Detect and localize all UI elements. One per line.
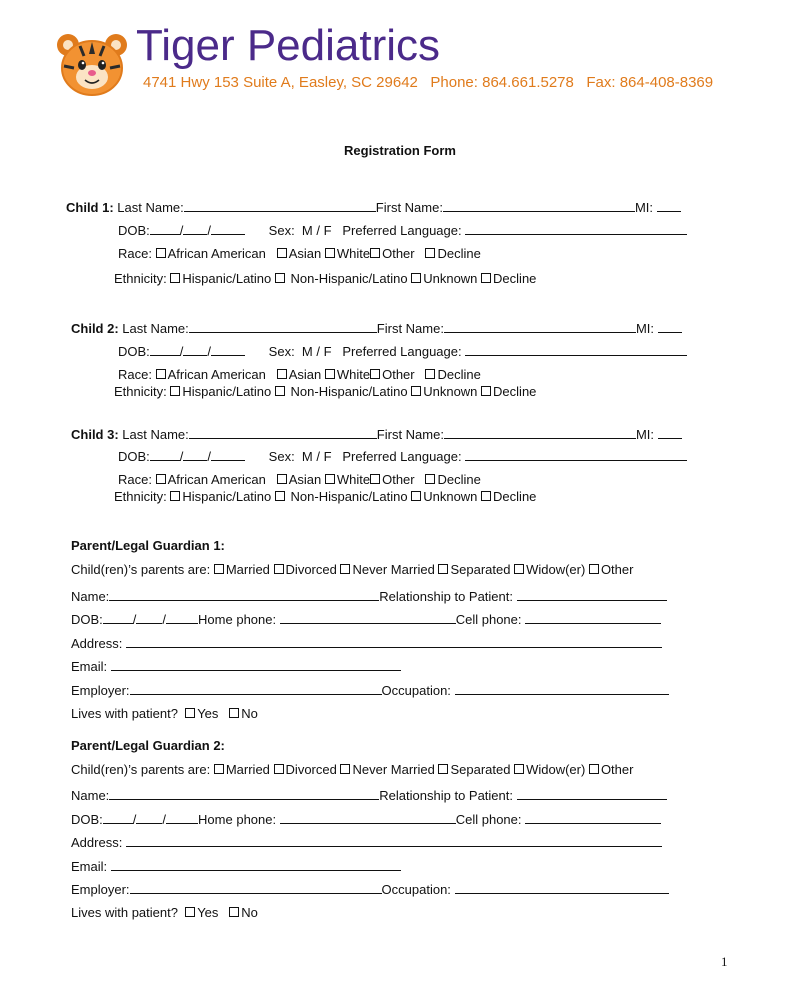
relationship-field[interactable] <box>517 787 667 800</box>
brand-name: Tiger Pediatrics <box>136 21 441 70</box>
employer-label: Employer: <box>71 882 130 897</box>
name-field[interactable] <box>109 588 379 601</box>
option-label: Decline <box>493 489 537 504</box>
checkbox-african-american[interactable] <box>156 369 166 379</box>
option-label: Decline <box>437 367 481 382</box>
first-name-field[interactable] <box>443 199 635 212</box>
email-label: Email: <box>71 659 108 674</box>
checkbox-african-american[interactable] <box>156 248 166 258</box>
relationship-field[interactable] <box>517 588 667 601</box>
dob-label: DOB: <box>71 612 103 627</box>
practice-address: 4741 Hwy 153 Suite A, Easley, SC 29642 Phone: 864.661.5278 Fax: 864-408-8369 <box>143 74 714 91</box>
option-label: Hispanic/Latino <box>182 271 272 286</box>
guardian-1-email-row <box>71 658 401 675</box>
checkbox-unknown[interactable] <box>411 491 421 501</box>
mi-field[interactable] <box>658 320 682 333</box>
option-label: Unknown <box>423 489 478 504</box>
dob-year-field[interactable] <box>211 222 245 235</box>
mi-label: MI: <box>634 200 654 215</box>
address-label: Address: <box>71 835 123 850</box>
first-name-label: First Name: <box>375 200 443 215</box>
preferred-language-label: Preferred Language: <box>342 344 462 359</box>
occupation-field[interactable] <box>455 881 669 894</box>
dob-month-field[interactable] <box>150 448 180 461</box>
option-label: Other <box>382 246 415 261</box>
parents-are-label: Child(ren)’s parents are: <box>71 562 211 577</box>
email-field[interactable] <box>111 858 401 871</box>
checkbox-hispanic[interactable] <box>170 386 180 396</box>
child-3-ethnicity-row <box>114 489 536 505</box>
checkbox-decline[interactable] <box>425 369 435 379</box>
child-2-dob-row: DOB: / / Sex: M / F Preferred Language: <box>118 343 687 360</box>
checkbox-other[interactable] <box>370 369 380 379</box>
option-label: Non-Hispanic/Latino <box>290 489 408 504</box>
dob-month-field[interactable] <box>103 611 133 624</box>
name-field[interactable] <box>109 787 379 800</box>
mi-field[interactable] <box>658 426 682 439</box>
guardian-1-name-row <box>71 588 667 605</box>
option-label: Asian <box>288 367 322 382</box>
guardian-2-address-row <box>71 834 662 851</box>
option-label: Hispanic/Latino <box>182 384 272 399</box>
checkbox-white[interactable] <box>325 474 335 484</box>
option-label: Never Married <box>352 562 435 577</box>
tiger-face-icon <box>52 28 132 98</box>
cell-phone-label: Cell phone: <box>455 812 522 827</box>
checkbox-separated[interactable] <box>438 564 448 574</box>
child-1-ethnicity-row <box>114 271 536 287</box>
option-label: Widow(er) <box>526 562 586 577</box>
dob-year-field[interactable] <box>166 611 198 624</box>
checkbox-african-american[interactable] <box>156 474 166 484</box>
option-label: Unknown <box>423 271 478 286</box>
child-2-name-row <box>71 320 682 337</box>
checkbox-decline[interactable] <box>425 248 435 258</box>
guardian-1-employer-row <box>71 682 669 699</box>
checkbox-widower[interactable] <box>514 564 524 574</box>
dob-day-field[interactable] <box>136 811 162 824</box>
preferred-language-label: Preferred Language: <box>342 449 462 464</box>
checkbox-other[interactable] <box>589 764 599 774</box>
checkbox-asian[interactable] <box>277 248 287 258</box>
dob-label: DOB: <box>71 812 103 827</box>
last-name-label: Last Name: <box>117 200 184 215</box>
ethnicity-label: Ethnicity: <box>114 384 167 399</box>
email-field[interactable] <box>111 658 401 671</box>
dob-day-field[interactable] <box>183 222 207 235</box>
option-label: African American <box>167 472 266 487</box>
relationship-label: Relationship to Patient: <box>379 788 513 803</box>
option-label: Yes <box>197 905 219 920</box>
first-name-label: First Name: <box>376 321 444 336</box>
option-label: Decline <box>437 246 481 261</box>
checkbox-non-hispanic[interactable] <box>275 273 285 283</box>
child-1-race-row <box>118 246 481 262</box>
guardian-2-status-row <box>71 762 633 778</box>
guardian-2-email-row <box>71 858 401 875</box>
checkbox-decline[interactable] <box>425 474 435 484</box>
dob-month-field[interactable] <box>150 222 180 235</box>
checkbox-divorced[interactable] <box>274 564 284 574</box>
dob-year-field[interactable] <box>166 811 198 824</box>
option-label: Yes <box>197 706 219 721</box>
checkbox-no[interactable] <box>229 708 239 718</box>
dob-day-field[interactable] <box>183 448 207 461</box>
page-number: 1 <box>721 954 728 969</box>
last-name-field[interactable] <box>189 320 377 333</box>
home-phone-field[interactable] <box>280 611 456 624</box>
dob-label: DOB: <box>118 223 150 238</box>
first-name-label: First Name: <box>376 427 444 442</box>
checkbox-hispanic[interactable] <box>170 491 180 501</box>
option-label: Separated <box>450 762 511 777</box>
preferred-language-label: Preferred Language: <box>342 223 462 238</box>
checkbox-asian[interactable] <box>277 474 287 484</box>
home-phone-label: Home phone: <box>198 812 277 827</box>
address-field[interactable] <box>126 635 662 648</box>
dob-day-field[interactable] <box>183 343 207 356</box>
name-label: Name: <box>71 589 110 604</box>
option-label: Asian <box>288 246 322 261</box>
option-label: African American <box>167 367 266 382</box>
checkbox-non-hispanic[interactable] <box>275 386 285 396</box>
home-phone-label: Home phone: <box>198 612 277 627</box>
option-label: Married <box>225 762 270 777</box>
checkbox-married[interactable] <box>214 564 224 574</box>
option-label: Other <box>600 562 634 577</box>
guardian-1-heading: Parent/Legal Guardian 1: <box>71 538 225 553</box>
checkbox-decline[interactable] <box>481 491 491 501</box>
employer-field[interactable] <box>130 682 382 695</box>
race-label: Race: <box>118 246 152 261</box>
address-field[interactable] <box>126 834 662 847</box>
option-label: Asian <box>288 472 322 487</box>
option-label: White <box>336 472 371 487</box>
relationship-label: Relationship to Patient: <box>379 589 513 604</box>
option-label: Married <box>225 562 270 577</box>
checkbox-decline[interactable] <box>481 273 491 283</box>
child-1-name-row <box>66 199 681 216</box>
occupation-label: Occupation: <box>381 882 451 897</box>
sex-field[interactable]: Sex: M / F <box>268 223 332 238</box>
ethnicity-label: Ethnicity: <box>114 489 167 504</box>
option-label: Non-Hispanic/Latino <box>290 384 408 399</box>
checkbox-other[interactable] <box>370 474 380 484</box>
name-label: Name: <box>71 788 110 803</box>
sex-field[interactable]: Sex: M / F <box>268 344 332 359</box>
checkbox-asian[interactable] <box>277 369 287 379</box>
guardian-2-phone-row: DOB: / / Home phone: Cell phone: <box>71 811 661 828</box>
checkbox-no[interactable] <box>229 907 239 917</box>
email-label: Email: <box>71 859 108 874</box>
option-label: Divorced <box>285 762 337 777</box>
ethnicity-label: Ethnicity: <box>114 271 167 286</box>
last-name-field[interactable] <box>189 426 377 439</box>
dob-day-field[interactable] <box>136 611 162 624</box>
preferred-language-field[interactable] <box>465 222 687 235</box>
sex-field[interactable]: Sex: M / F <box>268 449 332 464</box>
option-label: Decline <box>437 472 481 487</box>
option-label: Hispanic/Latino <box>182 489 272 504</box>
child-1-dob-row: DOB: / / Sex: M / F Preferred Language: <box>118 222 687 239</box>
checkbox-married[interactable] <box>214 764 224 774</box>
checkbox-divorced[interactable] <box>274 764 284 774</box>
first-name-field[interactable] <box>444 426 636 439</box>
guardian-1-status-row <box>71 562 633 578</box>
checkbox-never-married[interactable] <box>340 564 350 574</box>
dob-month-field[interactable] <box>150 343 180 356</box>
home-phone-field[interactable] <box>280 811 456 824</box>
dob-label: DOB: <box>118 344 150 359</box>
option-label: Separated <box>450 562 511 577</box>
employer-field[interactable] <box>130 881 382 894</box>
dob-month-field[interactable] <box>103 811 133 824</box>
child-3-race-row <box>118 472 481 488</box>
dob-year-field[interactable] <box>211 448 245 461</box>
dob-label: DOB: <box>118 449 150 464</box>
option-label: Decline <box>493 384 537 399</box>
checkbox-hispanic[interactable] <box>170 273 180 283</box>
lives-with-label: Lives with patient? <box>71 706 178 721</box>
cell-phone-field[interactable] <box>525 611 661 624</box>
guardian-2-lives-with-row <box>71 905 258 921</box>
cell-phone-field[interactable] <box>525 811 661 824</box>
checkbox-unknown[interactable] <box>411 386 421 396</box>
guardian-1-address-row <box>71 635 662 652</box>
child-2-ethnicity-row <box>114 384 536 400</box>
child-label: Child 3: <box>71 427 119 442</box>
checkbox-never-married[interactable] <box>340 764 350 774</box>
child-3-dob-row: DOB: / / Sex: M / F Preferred Language: <box>118 448 687 465</box>
option-label: Never Married <box>352 762 435 777</box>
preferred-language-field[interactable] <box>465 448 687 461</box>
checkbox-yes[interactable] <box>185 907 195 917</box>
option-label: Divorced <box>285 562 337 577</box>
option-label: No <box>241 905 258 920</box>
option-label: Other <box>382 472 415 487</box>
first-name-field[interactable] <box>444 320 636 333</box>
mi-label: MI: <box>635 321 655 336</box>
race-label: Race: <box>118 472 152 487</box>
checkbox-other[interactable] <box>370 248 380 258</box>
checkbox-white[interactable] <box>325 369 335 379</box>
child-label: Child 1: <box>66 200 114 215</box>
child-3-name-row <box>71 426 682 443</box>
guardian-1-lives-with-row <box>71 706 258 722</box>
form-title: Registration Form <box>344 143 456 158</box>
option-label: Decline <box>493 271 537 286</box>
employer-label: Employer: <box>71 683 130 698</box>
checkbox-non-hispanic[interactable] <box>275 491 285 501</box>
guardian-2-name-row <box>71 787 667 804</box>
mi-field[interactable] <box>657 199 681 212</box>
guardian-1-phone-row: DOB: / / Home phone: Cell phone: <box>71 611 661 628</box>
guardian-2-employer-row <box>71 881 669 898</box>
occupation-label: Occupation: <box>381 683 451 698</box>
last-name-label: Last Name: <box>122 321 189 336</box>
child-2-race-row <box>118 367 481 383</box>
option-label: Other <box>600 762 634 777</box>
cell-phone-label: Cell phone: <box>455 612 522 627</box>
address-label: Address: <box>71 636 123 651</box>
child-label: Child 2: <box>71 321 119 336</box>
checkbox-yes[interactable] <box>185 708 195 718</box>
checkbox-separated[interactable] <box>438 764 448 774</box>
lives-with-label: Lives with patient? <box>71 905 178 920</box>
race-label: Race: <box>118 367 152 382</box>
checkbox-decline[interactable] <box>481 386 491 396</box>
checkbox-unknown[interactable] <box>411 273 421 283</box>
mi-label: MI: <box>635 427 655 442</box>
checkbox-white[interactable] <box>325 248 335 258</box>
occupation-field[interactable] <box>455 682 669 695</box>
checkbox-other[interactable] <box>589 564 599 574</box>
option-label: Unknown <box>423 384 478 399</box>
last-name-label: Last Name: <box>122 427 189 442</box>
checkbox-widower[interactable] <box>514 764 524 774</box>
guardian-2-heading: Parent/Legal Guardian 2: <box>71 738 225 753</box>
option-label: African American <box>167 246 266 261</box>
option-label: White <box>336 246 371 261</box>
option-label: No <box>241 706 258 721</box>
dob-year-field[interactable] <box>211 343 245 356</box>
option-label: Non-Hispanic/Latino <box>290 271 408 286</box>
option-label: Other <box>382 367 415 382</box>
option-label: White <box>336 367 371 382</box>
preferred-language-field[interactable] <box>465 343 687 356</box>
option-label: Widow(er) <box>526 762 586 777</box>
parents-are-label: Child(ren)’s parents are: <box>71 762 211 777</box>
last-name-field[interactable] <box>184 199 376 212</box>
